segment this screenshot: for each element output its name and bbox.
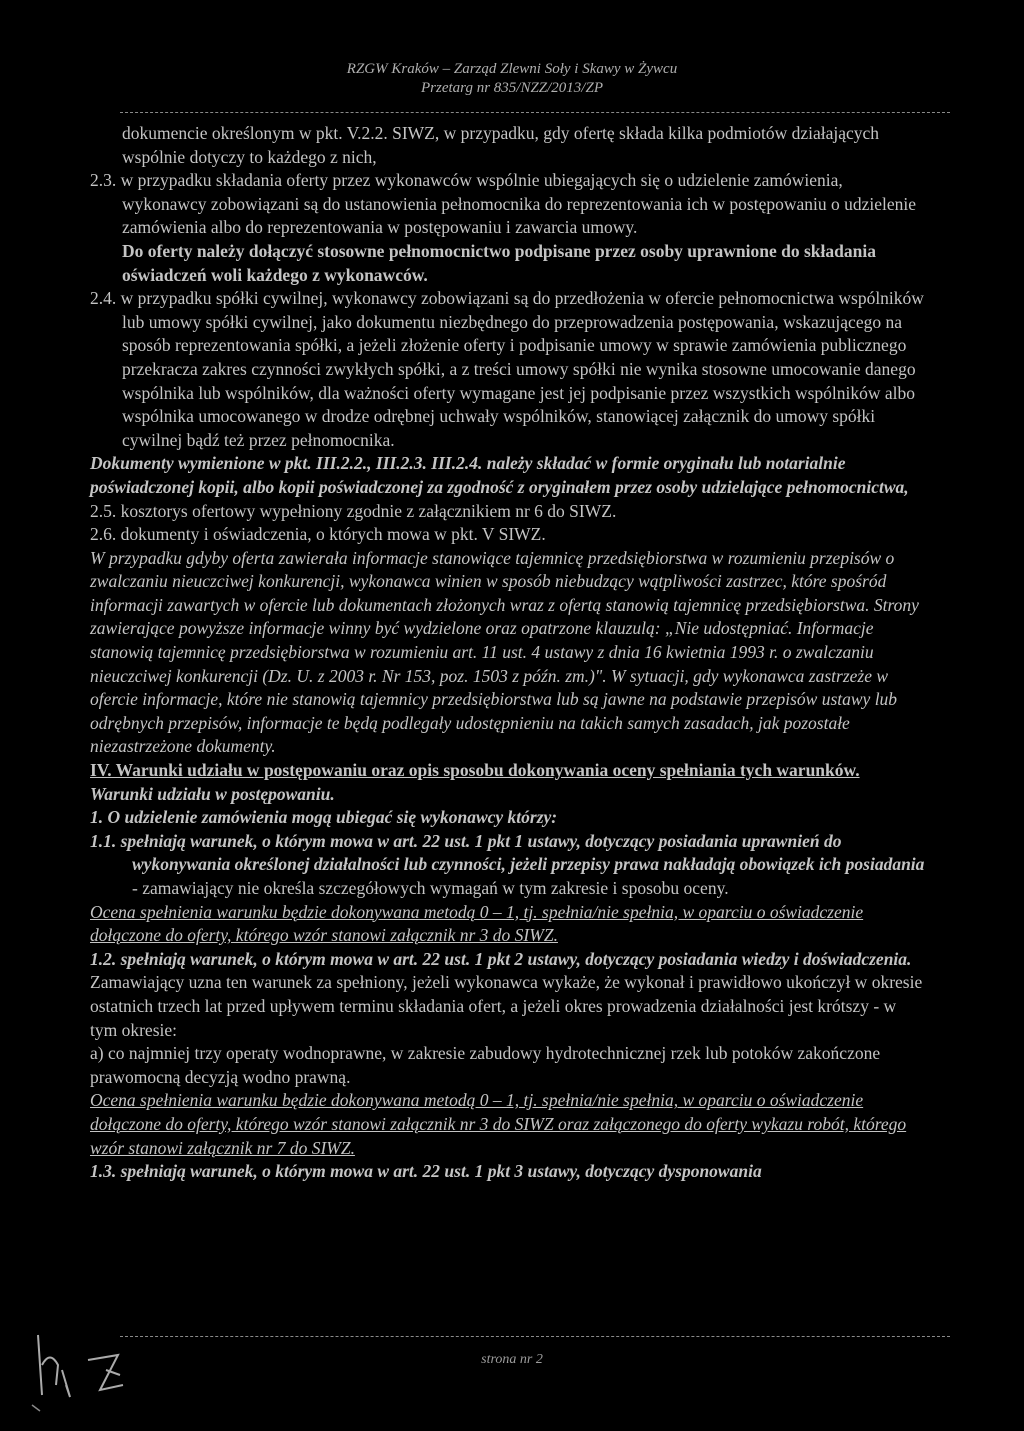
paragraph-2-5: 2.5. kosztorys ofertowy wypełniony zgodnie z załącznikiem nr 6 do SIWZ. bbox=[90, 500, 617, 521]
paragraph-condition-met: Zamawiający uzna ten warunek za spełniony, jeżeli wykonawca wykaże, że wykonał i prawidłowo ukończył w okresie ostatnich trzech lat przed upływem terminu składania ofert, a jeżeli okres prowadzenia działalności jest krótszy - w tym okresie: bbox=[90, 972, 923, 1040]
paragraph-2-6: 2.6. dokumenty i oświadczenia, o których mowa w pkt. V SIWZ. bbox=[90, 524, 546, 545]
item-1-3: 1.3. spełniają warunek, o którym mowa w art. 22 ust. 1 pkt 3 ustawy, dotyczący dysponowania bbox=[90, 1161, 762, 1182]
paragraph-trade-secret: W przypadku gdyby oferta zawierała informacje stanowiące tajemnicę przedsiębiorstwa w rozumieniu przepisów o zwalczaniu nieuczciwej konkurencji, wykonawca winien w sposób niebudzący wątpliwości zastrzec, które spośród informacji zawartych w ofercie lub dokumentach złożonych wraz z ofertą stanowią tajemnicę przedsiębiorstwa. Strony zawierające powyższe informacje winny być wydzielone oraz opatrzone klauzulą: „Nie udostępniać. Informacje stanowią tajemnicę przedsiębiorstwa w rozumieniu art. 11 ust. 4 ustawy z dnia 16 kwietnia 1993 r. o zwalczaniu nieuczciwej konkurencji (Dz. U. z 2003 r. Nr 153, poz. 1503 z późn. zm.)". W sytuacji, gdy wykonawca zastrzeże w ofercie informacje, które nie stanowią tajemnicy przedsiębiorstwa lub są jawne na podstawie przepisów ustawy lub odrębnych przepisów, informacje te będą podlegały udostępnieniu na takich samych zasadach, jak pozostałe niezastrzeżone dokumenty. bbox=[90, 547, 919, 757]
item-1: 1. O udzielenie zamówienia mogą ubiegać się wykonawcy którzy: bbox=[90, 807, 558, 828]
item-1-1-note: - zamawiający nie określa szczegółowych wymagań w tym zakresie i sposobu oceny. bbox=[132, 878, 729, 898]
header-tender-number: Przetarg nr 835/NZZ/2013/ZP bbox=[421, 80, 603, 96]
document-body bbox=[90, 122, 925, 1184]
header-rule bbox=[120, 112, 950, 113]
page-number: strona nr 2 bbox=[481, 1352, 543, 1367]
paragraph-2-3: 2.3. w przypadku składania oferty przez wykonawców wspólnie ubiegających się o udzielenie zamówienia, wykonawcy zobowiązani są do ustanowienia pełnomocnika do reprezentowania ich w postępowaniu o udzielenie zamówienia albo do reprezentowania w postępowaniu i zawarcia umowy. bbox=[90, 170, 917, 238]
paragraph: dokumencie określonym w pkt. V.2.2. SIWZ, w przypadku, gdy ofertę składa kilka podmiotów działających wspólnie dotyczy to każdego z nich, bbox=[122, 123, 880, 167]
paragraph-power-of-attorney: Do oferty należy dołączyć stosowne pełnomocnictwo podpisane przez osoby uprawnione do składania oświadczeń woli każdego z wykonawców. bbox=[122, 240, 876, 285]
item-a: a) co najmniej trzy operaty wodnoprawne, w zakresie zabudowy hydrotechnicznej rzek lub potoków zakończone prawomocną decyzją wodno prawną. bbox=[90, 1043, 881, 1087]
paragraph-documents-form: Dokumenty wymienione w pkt. III.2.2., III.2.3. III.2.4. należy składać w formie oryginału lub notarialnie poświadczonej kopii, albo kopii poświadczonej za zgodność z oryginałem przez osoby udzielające pełnomocnictwa, bbox=[90, 453, 909, 497]
assessment-1-1: Ocena spełnienia warunku będzie dokonywana metodą 0 – 1, tj. spełnia/nie spełnia, w oparciu o oświadczenie dołączone do oferty, którego wzór stanowi załącznik nr 3 do SIWZ. bbox=[90, 901, 864, 946]
section-iv-heading: IV. Warunki udziału w postępowaniu oraz opis sposobu dokonywania oceny spełniania tych warunków. bbox=[90, 760, 860, 781]
footer-rule bbox=[120, 1336, 950, 1337]
header-institution: RZGW Kraków – Zarząd Zlewni Soły i Skawy w Żywcu bbox=[346, 61, 678, 77]
item-1-2: 1.2. spełniają warunek, o którym mowa w art. 22 ust. 1 pkt 2 ustawy, dotyczący posiadania wiedzy i doświadczenia. bbox=[90, 948, 912, 969]
item-1-1-condition: 1.1. spełniają warunek, o którym mowa w art. 22 ust. 1 pkt 1 ustawy, dotyczący posiadania uprawnień do wykonywania określonej działalności lub czynności, jeżeli przepisy prawa nakładają obowiązek ich posiadania bbox=[90, 830, 925, 875]
item-1-1 bbox=[90, 830, 925, 901]
signature-initials bbox=[28, 1325, 138, 1415]
page-header bbox=[0, 60, 1024, 98]
subheading-conditions: Warunki udziału w postępowaniu. bbox=[90, 783, 335, 804]
assessment-1-2: Ocena spełnienia warunku będzie dokonywana metodą 0 – 1, tj. spełnia/nie spełnia, w oparciu o oświadczenie dołączone do oferty, którego wzór stanowi załącznik nr 3 do SIWZ oraz załączonego do oferty wykazu robót, którego wzór stanowi załącznik nr 7 do SIWZ. bbox=[90, 1090, 907, 1158]
paragraph-2-4: 2.4. w przypadku spółki cywilnej, wykonawcy zobowiązani są do przedłożenia w ofercie pełnomocnictwa wspólników lub umowy spółki cywilnej, jako dokumentu niezbędnego do przeprowadzenia postępowania, wskazującego na sposób reprezentowania spółki, a jeżeli złożenie oferty i podpisanie umowy w sprawie zamówienia publicznego przekracza zakres czynności zwykłych spółki, a z treści umowy spółki nie wynika stosowne umocowanie danego wspólnika lub wspólników, dla ważności oferty wymagane jest jej podpisanie przez wszystkich wspólników albo wspólnika umocowanego w drodze odrębnej uchwały wspólników, stanowiącej załącznik do umowy spółki cywilnej bądź też przez pełnomocnika. bbox=[90, 288, 924, 450]
